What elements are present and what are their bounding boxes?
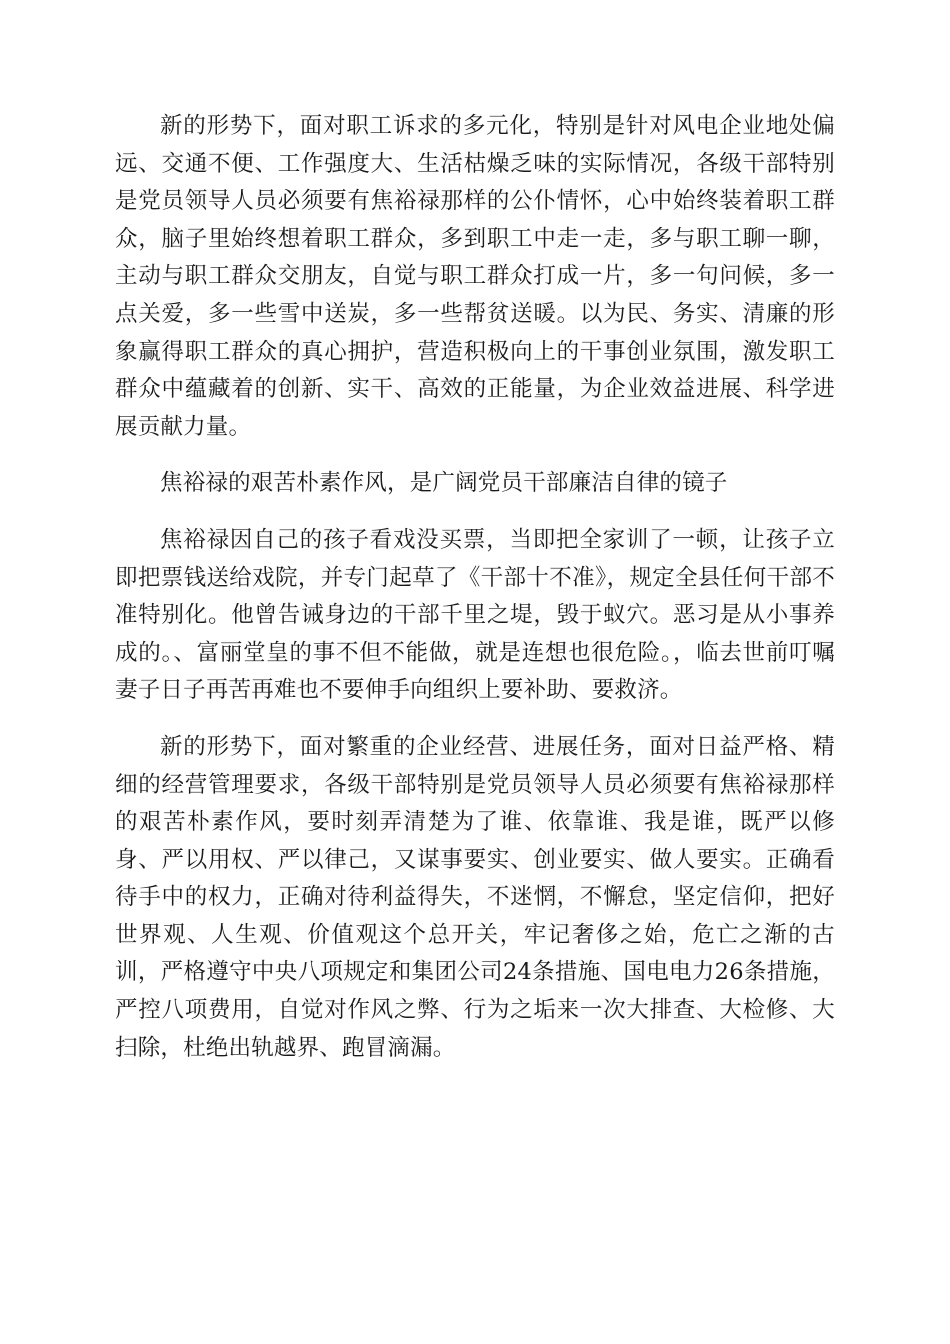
document-body (115, 108, 835, 1086)
paragraph-section-heading: 焦裕禄的艰苦朴素作风，是广阔党员干部廉洁自律的镜子 (160, 470, 728, 497)
paragraph-frugal-style: 新的形势下，面对繁重的企业经营、进展任务，面对日益严格、精细的经营管理要求，各级干部特别是党员领导人员必须要有焦裕禄那样的艰苦朴素作风，要时刻弄清楚为了谁、依靠谁、我是谁，既严以修身、严以用权、严以律己，又谋事要实、创业要实、做人要实。正确看待手中的权力，正确对待利益得失，不迷惘，不懈怠，坚定信仰，把好世界观、人生观、价值观这个总开关，牢记奢侈之始，危亡之渐的古训，严格遵守中央八项规定和集团公司24条措施、国电电力26条措施，严控八项费用，自觉对作风之弊、行为之垢来一次大排查、大检修、大扫除，杜绝出轨越界、跑冒滴漏。 (115, 733, 835, 1061)
paragraph-jiao-yulu-story: 焦裕禄因自己的孩子看戏没买票，当即把全家训了一顿，让孩子立即把票钱送给戏院，并专门起草了《干部十不准》，规定全县任何干部不准特别化。他曾告诫身边的干部千里之堤，毁于蚁穴。恶习是从小事养成的。、富丽堂皇的事不但不能做，就是连想也很危险。，临去世前叮嘱妻子日子再苦再难也不要伸手向组织上要补助、要救济。 (115, 526, 835, 704)
paragraph-public-servant-care: 新的形势下，面对职工诉求的多元化，特别是针对风电企业地处偏远、交通不便、工作强度大、生活枯燥乏味的实际情况，各级干部特别是党员领导人员必须要有焦裕禄那样的公仆情怀，心中始终装着职工群众，脑子里始终想着职工群众，多到职工中走一走，多与职工聊一聊，主动与职工群众交朋友，自觉与职工群众打成一片，多一句问候，多一点关爱，多一些雪中送炭，多一些帮贫送暖。以为民、务实、清廉的形象赢得职工群众的真心拥护，营造积极向上的干事创业氛围，激发职工群众中蕴藏着的创新、实干、高效的正能量，为企业效益进展、科学进展贡献力量。 (115, 113, 835, 440)
